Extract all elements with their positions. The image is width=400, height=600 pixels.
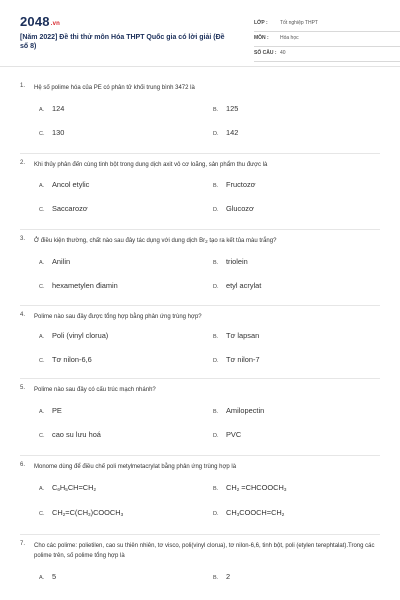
question-text: Polime nào sau đây có cấu trúc mạch nhánh? xyxy=(34,387,156,393)
option-text: Amilopectin xyxy=(226,406,265,415)
subscript: 2 xyxy=(236,487,240,492)
formula-part: CH xyxy=(226,508,237,517)
question-text: Polime nào sau đây được tổng hợp bằng phản ứng trùng hợp? xyxy=(34,314,202,320)
subscript: 3 xyxy=(120,512,124,517)
option-text: Ancol etylic xyxy=(52,180,90,189)
option-text: 5 xyxy=(52,572,57,581)
option-a[interactable] xyxy=(39,406,62,415)
question-text: Khi thủy phân đến cùng tinh bột trong dung dịch axit vô cơ loãng, sản phẩm thu được là xyxy=(34,162,268,168)
meta-key: SỐ CÂU : xyxy=(254,50,277,56)
question-text-part: Ở điều kiện thường, chất nào sau đây tác dụng với dung dịch Br xyxy=(34,238,206,244)
question-number: 3. xyxy=(20,236,26,242)
subscript: 2 xyxy=(62,512,66,517)
option-label: B. xyxy=(213,183,219,189)
formula-part: CH xyxy=(226,483,237,492)
option-d[interactable] xyxy=(213,128,238,137)
meta-value: Tốt nghiệp THPT xyxy=(280,20,318,26)
subscript: 3 xyxy=(236,512,240,517)
option-text: 125 xyxy=(226,104,239,113)
option-b[interactable] xyxy=(213,572,230,581)
option-text: 124 xyxy=(52,104,65,113)
formula-part: CH xyxy=(52,508,63,517)
option-a[interactable] xyxy=(39,257,70,266)
option-label: C. xyxy=(39,131,45,137)
option-d[interactable] xyxy=(213,281,261,290)
option-c[interactable] xyxy=(39,430,101,439)
option-label: B. xyxy=(213,409,219,415)
option-a[interactable] xyxy=(39,331,108,340)
option-text: PE xyxy=(52,406,62,415)
option-text: Anilin xyxy=(52,257,71,266)
option-text: Poli (vinyl clorua) xyxy=(52,331,109,340)
header xyxy=(20,14,380,62)
option-c[interactable] xyxy=(39,128,64,137)
option-d[interactable] xyxy=(213,508,284,517)
option-label: A. xyxy=(39,575,45,581)
option-label: B. xyxy=(213,486,219,492)
header-divider xyxy=(0,66,400,67)
logo-suffix: .vn xyxy=(50,21,61,27)
option-label: B. xyxy=(213,575,219,581)
option-label: D. xyxy=(213,207,219,213)
option-label: A. xyxy=(39,183,45,189)
option-label: C. xyxy=(39,433,45,439)
option-label: D. xyxy=(213,284,219,290)
question-number: 6. xyxy=(20,462,26,468)
option-label: D. xyxy=(213,358,219,364)
formula-part: =C(CH xyxy=(65,508,89,517)
option-a[interactable] xyxy=(39,572,56,581)
meta-value: Hóa học xyxy=(280,35,299,41)
option-b[interactable] xyxy=(213,406,264,415)
option-label: C. xyxy=(39,511,45,517)
exam-meta xyxy=(254,17,400,62)
option-label: D. xyxy=(213,433,219,439)
formula-part: CH=CH xyxy=(67,483,94,492)
option-text: 130 xyxy=(52,128,65,137)
option-label: B. xyxy=(213,334,219,340)
formula-part: COOCH=CH xyxy=(239,508,282,517)
question-list xyxy=(20,77,380,593)
option-text: 2 xyxy=(226,572,231,581)
option-b[interactable] xyxy=(213,180,256,189)
option-text: Glucozơ xyxy=(226,204,254,213)
option-c[interactable] xyxy=(39,355,92,364)
option-text: cao su lưu hoá xyxy=(52,430,101,439)
subscript: 5 xyxy=(65,487,68,492)
option-label: A. xyxy=(39,334,45,340)
question-number: 1. xyxy=(20,83,26,89)
question-1 xyxy=(20,77,380,154)
option-b[interactable] xyxy=(213,483,286,492)
option-d[interactable] xyxy=(213,430,241,439)
subscript: 2 xyxy=(205,239,208,244)
option-d[interactable] xyxy=(213,204,254,213)
option-label: D. xyxy=(213,511,219,517)
question-5 xyxy=(20,379,380,456)
option-c[interactable] xyxy=(39,508,123,517)
option-label: A. xyxy=(39,260,45,266)
question-number: 2. xyxy=(20,160,26,166)
option-label: C. xyxy=(39,207,45,213)
option-text: etyl acrylat xyxy=(226,281,262,290)
option-b[interactable] xyxy=(213,257,248,266)
question-text: Monome dùng để điều chế poli metylmetacrylat bằng phản ứng trùng hợp là xyxy=(34,464,237,470)
option-text: Fructozơ xyxy=(226,180,256,189)
question-4 xyxy=(20,306,380,379)
subscript: 2 xyxy=(93,487,97,492)
formula-part: )COOCH xyxy=(90,508,121,517)
option-label: C. xyxy=(39,284,45,290)
formula-part: H xyxy=(59,483,66,492)
meta-row-count xyxy=(254,47,400,62)
option-label: A. xyxy=(39,486,45,492)
option-b[interactable] xyxy=(213,104,238,113)
meta-key: LỚP : xyxy=(254,20,268,26)
logo-text: 2048 xyxy=(20,14,50,29)
option-a[interactable] xyxy=(39,104,64,113)
question-number: 7. xyxy=(20,541,26,547)
option-label: B. xyxy=(213,107,219,113)
option-text: PVC xyxy=(226,430,242,439)
formula-part: =CHCOOCH xyxy=(239,483,284,492)
question-number: 4. xyxy=(20,312,26,318)
option-text: Tơ nilon-6,6 xyxy=(52,355,92,364)
option-c[interactable] xyxy=(39,281,118,290)
option-text: triolein xyxy=(226,257,248,266)
meta-row-class xyxy=(254,17,400,32)
option-text: Tơ nilon-7 xyxy=(226,355,260,364)
document-title: [Năm 2022] Đề thi thử môn Hóa THPT Quốc gia có lời giải (Đề số 8) xyxy=(20,34,225,50)
option-d[interactable] xyxy=(213,355,260,364)
question-text: Cho các polime: polietilen, cao su thiên nhiên, tơ visco, poli(vinyl clorua), tơ nilon-6,6, tinh bột, poli (etylen terephtalat).Trong các polime trên, số polime tổng hợp là xyxy=(34,543,375,559)
option-label: A. xyxy=(39,409,45,415)
subscript: 6 xyxy=(57,487,60,492)
subscript: 2 xyxy=(281,512,285,517)
site-logo[interactable] xyxy=(20,14,60,29)
subscript: 3 xyxy=(88,512,91,517)
meta-value: 40 xyxy=(280,50,286,56)
meta-row-subject xyxy=(254,32,400,47)
option-text: 142 xyxy=(226,128,239,137)
option-b[interactable] xyxy=(213,331,259,340)
question-7 xyxy=(20,535,380,593)
question-text: Hệ số polime hóa của PE có phân tử khối trung bình 3472 là xyxy=(34,85,195,91)
option-label: C. xyxy=(39,358,45,364)
question-6 xyxy=(20,456,380,535)
question-number: 5. xyxy=(20,385,26,391)
option-label: D. xyxy=(213,131,219,137)
option-a[interactable] xyxy=(39,483,96,492)
formula-part: C xyxy=(52,483,58,492)
option-c[interactable] xyxy=(39,204,88,213)
option-text: Tơ lapsan xyxy=(226,331,260,340)
option-label: A. xyxy=(39,107,45,113)
question-text-part: tạo ra kết tủa màu trắng? xyxy=(207,238,277,244)
option-text: Saccarozơ xyxy=(52,204,88,213)
option-label: B. xyxy=(213,260,219,266)
question-text xyxy=(34,236,380,246)
meta-key: MÔN : xyxy=(254,35,269,41)
question-2 xyxy=(20,154,380,230)
option-text: hexametylen điamin xyxy=(52,281,118,290)
option-a[interactable] xyxy=(39,180,89,189)
subscript: 3 xyxy=(283,487,287,492)
question-3 xyxy=(20,230,380,306)
